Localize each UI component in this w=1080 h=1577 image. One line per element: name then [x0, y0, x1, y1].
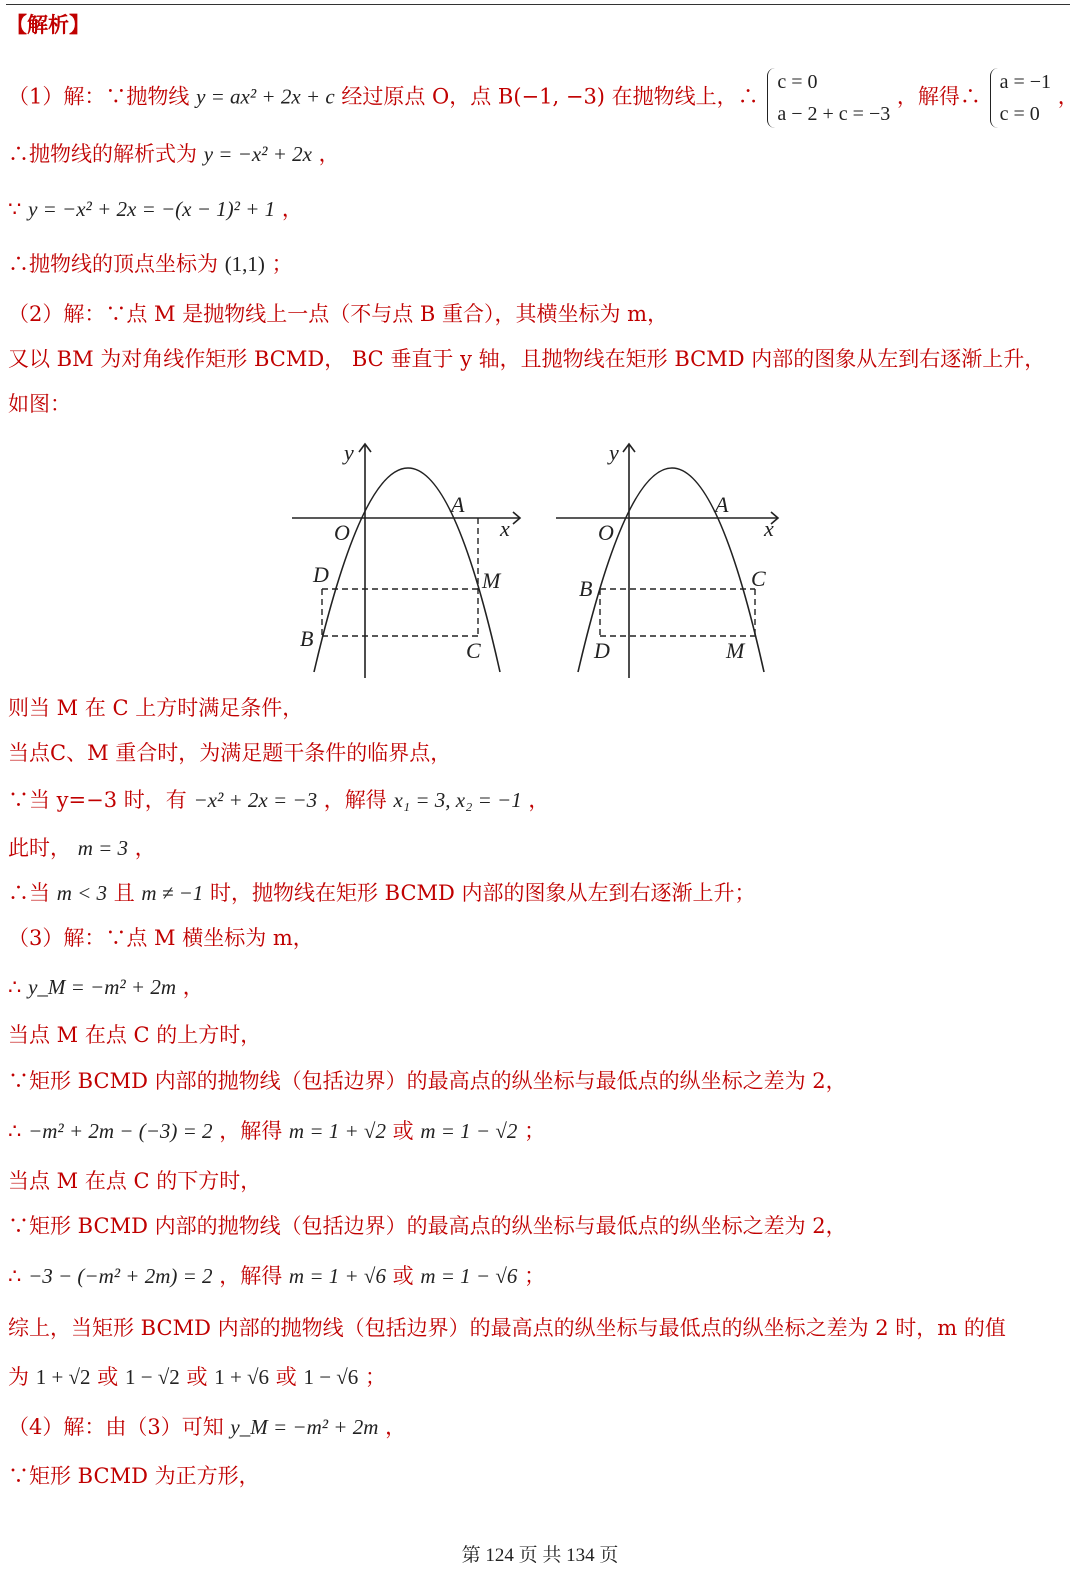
equation: (1,1): [224, 252, 265, 276]
text: 或: [392, 1119, 414, 1143]
part1-line1: [8, 66, 1079, 130]
label-d: D: [313, 562, 329, 587]
equation: m = 3: [77, 836, 129, 860]
equation: 1 + √2: [35, 1365, 91, 1389]
label-d: D: [594, 638, 610, 663]
system-row: a = −1: [999, 71, 1052, 93]
equation: −3 − (−m² + 2m) = 2: [28, 1264, 213, 1288]
equation: y = −x² + 2x = −(x − 1)² + 1: [28, 197, 276, 221]
text: ，解得∴: [896, 84, 981, 109]
equation: 1 + √6: [214, 1365, 270, 1389]
text: ∵当 y=−3 时，有: [8, 788, 187, 812]
label-c: C: [466, 638, 481, 663]
analysis-tag: 【解析】: [6, 12, 90, 37]
text: 或: [392, 1264, 414, 1288]
text: ，解得: [323, 788, 387, 812]
equation: m ≠ −1: [141, 881, 204, 905]
equation: m = 1 + √6: [288, 1264, 386, 1288]
label-m: M: [482, 568, 501, 593]
part3-line1: （3）解：∵点 M 横坐标为 m，: [8, 926, 314, 950]
figure-left: [288, 436, 528, 686]
text: ，: [318, 142, 340, 166]
label-y: y: [344, 440, 354, 465]
equation: x₁ = 3, x₂ = −1: [393, 788, 522, 812]
label-m: M: [726, 638, 745, 663]
part2-line6: [8, 785, 549, 815]
equation: −x² + 2x = −3: [193, 788, 318, 812]
equation: y_M = −m² + 2m: [28, 975, 177, 999]
label-x: x: [500, 516, 510, 541]
part1-line2: [8, 139, 340, 169]
system-row: c = 0: [999, 103, 1040, 125]
part3-line6: 当点 M 在点 C 的下方时，: [8, 1169, 262, 1193]
part3-line4: ∵矩形 BCMD 内部的抛物线（包括边界）的最高点的纵坐标与最低点的纵坐标之差为 2，: [8, 1069, 847, 1093]
equation: m = 1 − √6: [420, 1264, 518, 1288]
part3-line9: 综上，当矩形 BCMD 内部的抛物线（包括边界）的最高点的纵坐标与最低点的纵坐标之差为 2 时，m 的值: [8, 1316, 1006, 1340]
text: ∴抛物线的顶点坐标为: [8, 252, 218, 276]
part2-line3: 如图：: [8, 392, 71, 416]
text: ，: [134, 836, 156, 860]
text: 且: [113, 881, 135, 905]
part2-line4: 则当 M 在 C 上方时满足条件，: [8, 696, 304, 720]
top-rule: [6, 4, 1070, 5]
equation: m < 3: [56, 881, 108, 905]
text: ，解得: [219, 1264, 283, 1288]
text: 时，抛物线在矩形 BCMD 内部的图象从左到右逐渐上升；: [209, 881, 756, 905]
text: ，: [1057, 84, 1079, 109]
system-row: c = 0: [777, 71, 818, 93]
text: ∴当: [8, 881, 50, 905]
text: ；: [524, 1264, 546, 1288]
label-a: A: [451, 492, 465, 517]
label-x: x: [764, 516, 774, 541]
equation: m = 1 − √2: [420, 1119, 518, 1143]
equation: y = ax² + 2x + c: [196, 84, 335, 109]
part4-line1: [8, 1412, 406, 1442]
system-row: a − 2 + c = −3: [777, 103, 891, 125]
text: ∴抛物线的解析式为: [8, 142, 197, 166]
label-a: A: [715, 492, 729, 517]
equation-system-2: [988, 66, 1051, 130]
text: 经过原点 O，点 B(−1, −3) 在抛物线上，∴: [341, 84, 759, 109]
text: 或: [275, 1365, 297, 1389]
part3-line3: 当点 M 在点 C 的上方时，: [8, 1023, 262, 1047]
text: （4）解：由（3）可知: [8, 1415, 224, 1439]
label-o: O: [598, 520, 614, 545]
part3-line8: [8, 1261, 545, 1291]
text: ，解得: [219, 1119, 283, 1143]
text: ，: [182, 975, 204, 999]
part1-line4: [8, 249, 293, 279]
equation: y = −x² + 2x: [203, 142, 312, 166]
part2-line2: 又以 BM 为对角线作矩形 BCMD， BC 垂直于 y 轴，且抛物线在矩形 BCMD 内部的图象从左到右逐渐上升，: [8, 347, 1046, 371]
text: ，: [385, 1415, 407, 1439]
equation: −m² + 2m − (−3) = 2: [28, 1119, 213, 1143]
label-o: O: [334, 520, 350, 545]
part2-line5: 当点C、M 重合时，为满足题干条件的临界点，: [8, 741, 452, 765]
text: ∴: [8, 975, 22, 999]
part3-line10: [8, 1362, 386, 1392]
equation: m = 1 + √2: [288, 1119, 386, 1143]
text: ，: [281, 197, 303, 221]
page-footer: 第 124 页 共 134 页: [461, 1545, 619, 1566]
label-b: B: [300, 626, 314, 651]
text: ；: [365, 1365, 386, 1389]
equation: y_M = −m² + 2m: [230, 1415, 379, 1439]
label-y: y: [609, 440, 619, 465]
part3-line7: ∵矩形 BCMD 内部的抛物线（包括边界）的最高点的纵坐标与最低点的纵坐标之差为 2，: [8, 1214, 847, 1238]
label-b: B: [579, 576, 593, 601]
part3-line2: [8, 972, 204, 1002]
part2-line8: [8, 878, 756, 908]
equation: 1 − √2: [124, 1365, 180, 1389]
text: 或: [186, 1365, 208, 1389]
text: ∴: [8, 1264, 22, 1288]
text: ；: [271, 252, 293, 276]
part2-line7: [8, 833, 156, 863]
text: 为: [8, 1365, 29, 1389]
part3-line5: [8, 1116, 545, 1146]
figure-right: [552, 436, 792, 686]
text: 或: [97, 1365, 119, 1389]
text: 此时，: [8, 836, 71, 860]
equation-system-1: [765, 66, 890, 130]
part2-line1: （2）解：∵点 M 是抛物线上一点（不与点 B 重合），其横坐标为 m，: [8, 302, 669, 326]
part1-line3: [8, 194, 303, 224]
text: ∵: [8, 197, 22, 221]
part4-line2: ∵矩形 BCMD 为正方形，: [8, 1464, 260, 1488]
text: （1）解：∵抛物线: [8, 84, 190, 109]
text: ；: [524, 1119, 546, 1143]
label-c: C: [751, 566, 766, 591]
text: ∴: [8, 1119, 22, 1143]
equation: 1 − √6: [303, 1365, 359, 1389]
text: ，: [528, 788, 550, 812]
